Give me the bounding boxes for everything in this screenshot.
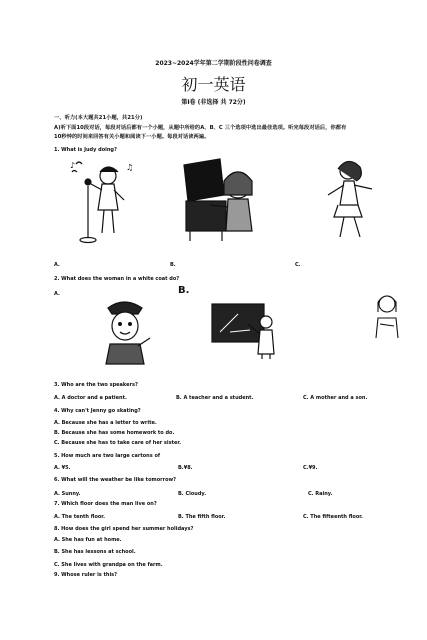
question-4-option-a: A. Because she has a letter to write. bbox=[54, 420, 157, 426]
question-5-stem: 5. How much are two large cartons of bbox=[54, 453, 161, 459]
question-3-option-b: B. A teacher and a student. bbox=[176, 395, 254, 401]
question-2-option-a: A. bbox=[54, 291, 60, 297]
question-3-stem: 3. Who are the two speakers? bbox=[54, 382, 138, 388]
question-3-option-c: C. A mother and a son. bbox=[303, 395, 368, 401]
question-1-stem: 1. What is Judy doing? bbox=[54, 147, 117, 153]
question-4-option-c: C. Because she has to take care of her sister. bbox=[54, 440, 182, 446]
section-heading: 一、听力(本大题共21小题，共21分) bbox=[54, 115, 143, 121]
woman-illustration bbox=[368, 290, 406, 340]
dancing-girl-illustration bbox=[316, 155, 386, 245]
question-6-stem: 6. What will the weather be like tomorrow? bbox=[54, 477, 177, 483]
svg-text:♫: ♫ bbox=[126, 163, 134, 172]
piano-player-illustration bbox=[180, 155, 265, 245]
question-5-option-c: C.¥9. bbox=[303, 465, 318, 471]
question-8-option-b: B. She has lessons at school. bbox=[54, 549, 136, 555]
question-2-option-b: B. bbox=[178, 285, 190, 296]
question-7-stem: 7. Which floor does the man live on? bbox=[54, 501, 157, 507]
teacher-blackboard-illustration bbox=[210, 302, 285, 360]
question-4-stem: 4. Why can't Jenny go skating? bbox=[54, 408, 141, 414]
question-1-option-c: C. bbox=[295, 262, 301, 268]
question-3-option-a: A. A doctor and a patient. bbox=[54, 395, 127, 401]
singing-girl-illustration bbox=[66, 158, 146, 248]
question-5-option-b: B.¥8. bbox=[178, 465, 193, 471]
question-7-option-b: B. The fifth floor. bbox=[178, 514, 226, 520]
question-6-option-a: A. Sunny. bbox=[54, 491, 81, 497]
question-8-option-c: C. She lives with grandpa on the farm. bbox=[54, 562, 163, 568]
term-heading: 2023~2024学年第二学期阶段性问卷调查 bbox=[155, 60, 272, 67]
question-7-option-a: A. The tenth floor. bbox=[54, 514, 105, 520]
section-instruction-line1: A)听下面10段对话，每段对话后都有一个小题，从题中所给的A、B、C 三个选项中选出最佳选项。听完每段对话后，你都有 bbox=[54, 125, 347, 131]
question-6-option-c: C. Rainy. bbox=[308, 491, 333, 497]
page-title: 初一英语 bbox=[181, 75, 246, 94]
svg-text:♪: ♪ bbox=[70, 161, 76, 170]
question-6-option-b: B. Cloudy. bbox=[178, 491, 207, 497]
question-5-option-a: A. ¥5. bbox=[54, 465, 71, 471]
question-1-option-a: A. bbox=[54, 262, 60, 268]
question-8-stem: 8. How does the girl spend her summer holidays? bbox=[54, 526, 194, 532]
police-officer-illustration bbox=[98, 296, 153, 366]
section-instruction-line2: 10秒钟的时间来回答有关小题和阅读下一小题。每段对话读两遍。 bbox=[54, 134, 210, 140]
question-2-stem: 2. What does the woman in a white coat do? bbox=[54, 276, 180, 282]
volume-heading: 第Ⅰ卷 (非选择 共 72分) bbox=[181, 99, 246, 106]
question-1-option-b: B. bbox=[170, 262, 176, 268]
question-8-option-a: A. She has fun at home. bbox=[54, 537, 122, 543]
question-4-option-b: B. Because she has some homework to do. bbox=[54, 430, 175, 436]
question-9-stem: 9. Whose ruler is this? bbox=[54, 572, 118, 578]
question-7-option-c: C. The fifteenth floor. bbox=[303, 514, 363, 520]
